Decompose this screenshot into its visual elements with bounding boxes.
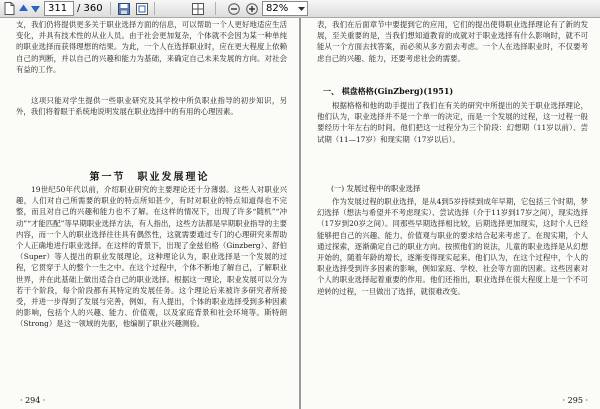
left-page-number: · 294 · bbox=[20, 396, 46, 405]
zoom-out-icon[interactable] bbox=[226, 1, 241, 16]
right-page-number: · 295 · bbox=[562, 396, 588, 405]
right-page bbox=[301, 18, 600, 409]
right-top-text: 表，我们在后面章节中要提到它的应用，它们的提出使得职业选择理论有了新的发展，至关重要的是，当我们想知道教育的成就对于职业选择有什么影响时，就不可能从一个方面去找答案，而必须从多方面去考虑。一个人在选择职业时，不仅要考虑自己的兴趣、能力，还要考虑社会的需要。 bbox=[317, 20, 588, 63]
left-body-text: 19世纪50年代以前，介绍职业研究的主要理论还十分薄弱。这些人对职业兴趣，人们对自己所需要的职业的特点所知甚少，有时对职业的特点知道得也不完整，而且对自己的兴趣和能力也不了解。在这样的情况下，出现了许多“随机”“冲动”“才能匹配”等早期职业选择方法，有人指出，这些方法都是早期职业指导的主要内容，而一个人的职业选择往往具有偶然性，这就需要通过专门的心理研究来帮助个人正确地进行职业选择。在这样的背景下，出现了金兹伯格（Ginzberg）、舒伯（Super）等人提出的职业发展理论，这种理论认为，职业选择是一个发展的过程，它贯穿于人的整个一生之中。在这个过程中，个体不断地了解自己，了解职业世界，并在此基础上做出适合自己的职业选择。根据这一理论，职业发展可以分为若干个阶段，每个阶段都有其特定的发展任务。这个理论后来被许多研究者所接受，并进一步得到了发展与完善，例如，有人提出，个体的职业选择受到多种因素的影响，包括个人的兴趣、能力、价值观，以及家庭背景和社会环境等。斯特朗（Strong）是这一领域的先驱，他编制了职业兴趣测验。 bbox=[16, 185, 287, 329]
right-item-title: 一、 棋盘格格(GinZberg)(1951) bbox=[323, 86, 454, 96]
page-down-icon[interactable] bbox=[28, 1, 43, 16]
zoom-in-icon[interactable] bbox=[244, 1, 259, 16]
zoom-dropdown-icon[interactable] bbox=[297, 3, 306, 14]
fit-page-icon[interactable] bbox=[134, 1, 149, 16]
left-page bbox=[0, 18, 299, 409]
toolbar-separator bbox=[215, 2, 216, 15]
grid-icon[interactable] bbox=[190, 1, 205, 16]
right-subitem-text: 作为发展过程的职业选择，是从4到5岁持续到成年早期，它包括三个时期，梦幻选择（想法与希望并不考虑现实）、尝试选择（介于11岁到17岁之间），现实选择（17岁到20岁之间）。同那些早期选择相比较，后期选择更加现实，这时个人已经能够把自己的兴趣、能力、价值观与职业的要求结合起来考虑了。在现实期，个人通过探索，逐渐确定自己的职业方向。按照他们的说法，儿童的职业选择是从幻想开始的，随着年龄的增长，逐渐变得现实起来。他们认为，在这个过程中，个人的职业选择受到许多因素的影响，例如家庭、学校、社会等方面的因素。这些因素对个人的职业选择起着重要的作用。他们还指出，职业选择在很大程度上是一个不可逆转的过程，一旦做出了选择，就很难改变。 bbox=[317, 197, 588, 296]
document-icon[interactable] bbox=[2, 1, 17, 16]
pdf-toolbar bbox=[0, 0, 600, 18]
toolbar-separator bbox=[110, 2, 111, 15]
left-intro-text: 支，我们仍将提供更多关于职业选择方面的信息，可以帮助一个人更好地适应生活变化，并具有技术性的从业人员。由于社会更加复杂，个体就不会因为某一种单纯的职业选择而获得理想的结果。为此，一个人在选择职业时，应在更大程度上依赖自己的判断，并以自己的兴趣和能力为基础，来确定自己未来发展的方向。对社会有益的工作。 bbox=[16, 20, 287, 74]
zoom-select[interactable] bbox=[262, 1, 308, 16]
left-intro-text-2: 这项只能对学生提供一些职业研究及其学校中所负职业指导的初步知识，另外，我们将着眼于系统地说明发展在职业选择中的有用的心理因素。 bbox=[16, 96, 287, 117]
save-icon[interactable] bbox=[116, 1, 131, 16]
toolbar-separator bbox=[154, 2, 155, 15]
zoom-value: 82% bbox=[266, 3, 289, 14]
right-item-text: 根据格格和他的助手提出了我们在有关的研究中所提出的关于职业选择理论，他们认为，职业选择并不是一个单一的决定，而是一个发展的过程，这一过程一般要经历十年左右的时间。他们把这一过程分为三个阶段：幻想期（11岁以前）、尝试期（11—17岁）和现实期（17岁以后）。 bbox=[317, 101, 588, 144]
document-viewer[interactable] bbox=[0, 18, 600, 409]
section-title: 第一节 职业发展理论 bbox=[89, 172, 210, 183]
page-number-input[interactable]: 311 bbox=[44, 1, 74, 16]
page-total-label: / 360 bbox=[77, 3, 103, 14]
right-subitem-title: (一) 发展过程中的职业选择 bbox=[331, 184, 421, 193]
